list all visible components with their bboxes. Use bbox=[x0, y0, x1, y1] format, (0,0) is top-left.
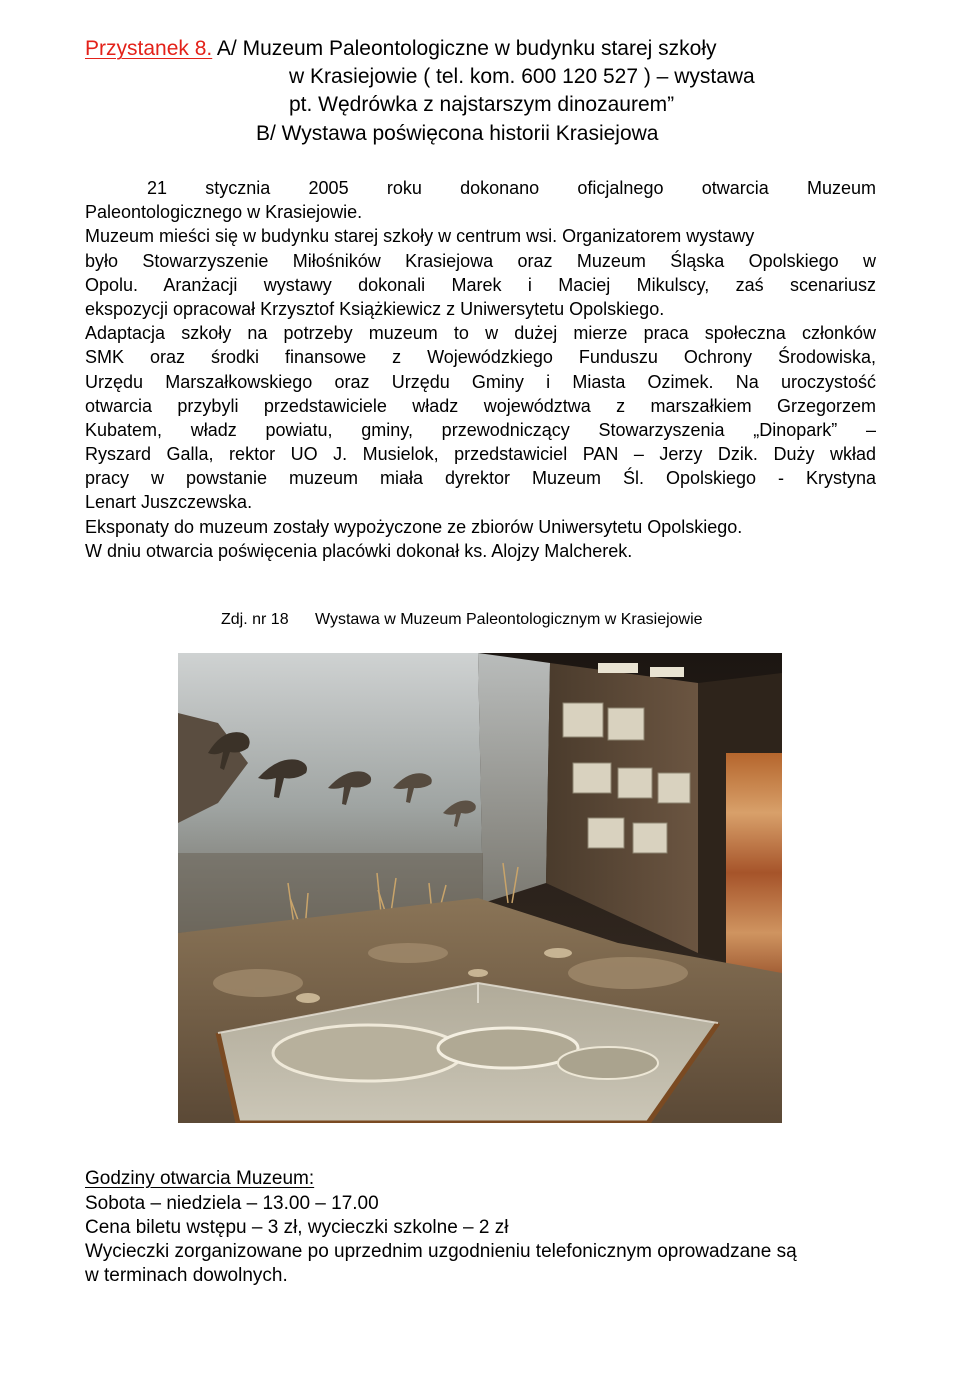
body-line: Paleontologicznego w Krasiejowie. bbox=[85, 202, 363, 223]
group-visits-line-1: Wycieczki zorganizowane po uprzednim uzgodnieniu telefonicznym oprowadzane są bbox=[85, 1241, 797, 1262]
body-line: Lenart Juszczewska. bbox=[85, 492, 253, 513]
ticket-price: Cena biletu wstępu – 3 zł, wycieczki szkolne – 2 zł bbox=[85, 1217, 509, 1238]
header-line-3: pt. Wędrówka z najstarszym dinozaurem” bbox=[289, 93, 675, 116]
header-line-2: w Krasiejowie ( tel. kom. 600 120 527 ) – wystawa bbox=[289, 65, 755, 88]
group-visits-line-2: w terminach dowolnych. bbox=[85, 1265, 288, 1286]
opening-hours-heading: Godziny otwarcia Muzeum: bbox=[85, 1168, 315, 1189]
body-line: Ryszard Galla, rektor UO J. Musielok, przedstawiciel PAN – Jerzy Dzik. Duży wkład bbox=[85, 444, 876, 465]
photo-caption-text: Wystawa w Muzeum Paleontologicznym w Krasiejowie bbox=[315, 611, 703, 628]
exhibition-photo bbox=[178, 653, 782, 1123]
body-line: W dniu otwarcia poświęcenia placówki dokonał ks. Alojzy Malcherek. bbox=[85, 540, 633, 561]
body-line: Muzeum mieści się w budynku starej szkoły w centrum wsi. Organizatorem wystawy bbox=[85, 226, 755, 247]
museum-title: A/ Muzeum Paleontologiczne w budynku starej szkoły bbox=[212, 37, 717, 60]
body-line: pracy w powstanie muzeum miała dyrektor Muzeum Śl. Opolskiego - Krystyna bbox=[85, 468, 876, 489]
body-line: otwarcia przybyli przedstawiciele władz województwa z marszałkiem Grzegorzem bbox=[85, 395, 876, 416]
body-line: Urzędu Marszałkowskiego oraz Urzędu Gminy i Miasta Ozimek. Na uroczystość bbox=[85, 371, 876, 392]
body-line: SMK oraz środki finansowe z Wojewódzkiego Funduszu Ochrony Środowiska, bbox=[85, 347, 876, 368]
body-line: Eksponaty do muzeum zostały wypożyczone ze zbiorów Uniwersytetu Opolskiego. bbox=[85, 516, 743, 537]
body-line: Opolu. Aranżacji wystawy dokonali Marek i Maciej Mikulscy, zaś scenariusz bbox=[85, 274, 876, 295]
body-line: 21 stycznia 2005 roku dokonano oficjalnego otwarcia Muzeum bbox=[147, 178, 876, 198]
body-line: ekspozycji opracował Krzysztof Książkiewicz z Uniwersytetu Opolskiego. bbox=[85, 298, 665, 319]
header-line-1 bbox=[85, 35, 717, 63]
exhibition-photo-image bbox=[178, 653, 782, 1123]
opening-hours-days: Sobota – niedziela – 13.00 – 17.00 bbox=[85, 1193, 379, 1214]
body-line: Adaptacja szkoły na potrzeby muzeum to w dużej mierze praca społeczna członków bbox=[85, 323, 876, 344]
body-text bbox=[85, 176, 876, 563]
body-line: Kubatem, władz powiatu, gminy, przewodniczący Stowarzyszenia „Dinopark” – bbox=[85, 419, 876, 440]
stop-label: Przystanek 8. bbox=[85, 37, 213, 60]
header-line-4: B/ Wystawa poświęcona historii Krasiejowa bbox=[256, 122, 659, 145]
photo-caption-number: Zdj. nr 18 bbox=[221, 611, 289, 628]
body-line: było Stowarzyszenie Miłośników Krasiejowa oraz Muzeum Śląska Opolskiego w bbox=[85, 250, 876, 271]
